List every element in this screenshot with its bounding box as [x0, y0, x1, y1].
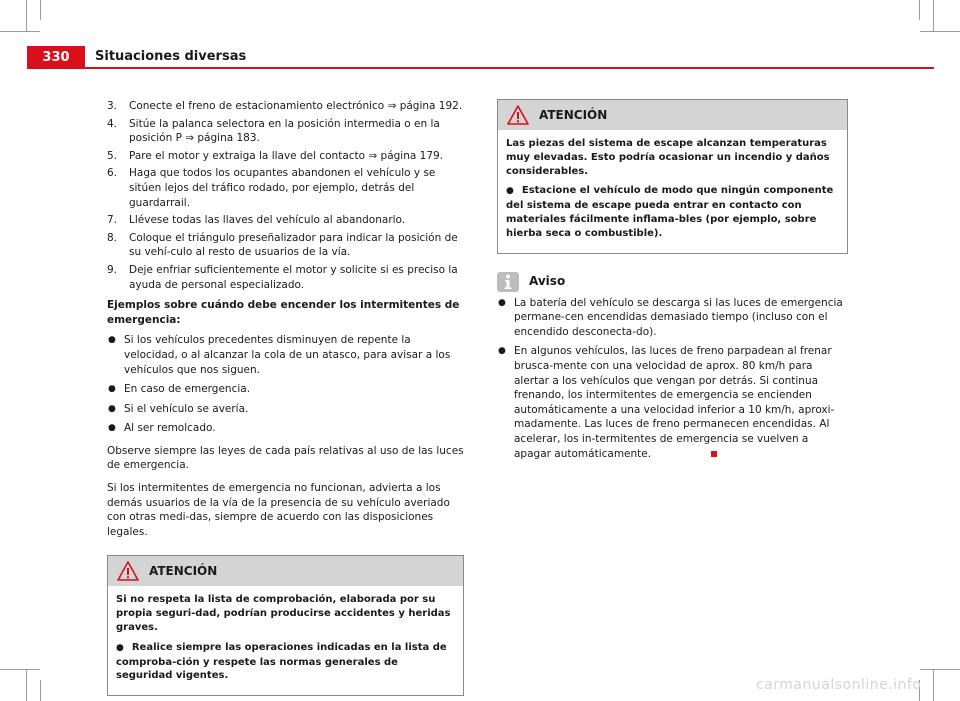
examples-list	[107, 333, 464, 436]
list-item-text: Si los vehículos precedentes disminuyen de repente la velocidad, o al alcanzar la cola de un atasco, para avisar a los vehículos que nos siguen.	[124, 334, 451, 376]
step-number: 8.	[107, 231, 118, 244]
warning-box	[497, 99, 848, 254]
list-item-text: Si el vehículo se avería.	[124, 402, 249, 415]
crop-mark	[933, 670, 934, 701]
crop-mark	[40, 0, 41, 20]
bullet-icon: ●	[108, 335, 116, 346]
bullet-icon: ●	[506, 186, 514, 197]
section-title: Situaciones diversas	[95, 49, 247, 64]
step-number: 6.	[107, 167, 118, 180]
warning-body	[108, 586, 463, 695]
crop-mark	[0, 31, 40, 32]
warning-text: Las piezas del sistema de escape alcanzan temperaturas muy elevadas. Esto podría ocasionar un incendio y daños considerables.	[506, 138, 830, 177]
step-text: Coloque el triángulo preseñalizador para indicar la posición de su vehí-culo al resto de usuarios de la vía.	[129, 231, 458, 259]
bullet-icon: ●	[498, 346, 506, 357]
section-end-icon	[711, 451, 717, 457]
warning-label: ATENCIÓN	[149, 564, 218, 579]
warning-body	[498, 130, 847, 253]
note-header	[497, 272, 848, 292]
crop-mark	[919, 0, 920, 20]
step-item	[107, 149, 464, 164]
crop-mark	[0, 669, 40, 670]
warning-text: Si no respeta la lista de comprobación, elaborada por su propia seguri-dad, podrían producirse accidentes y heridas graves.	[116, 594, 451, 634]
warning-text: Realice siempre las operaciones indicadas en la lista de comproba-ción y respete las normas generales de seguridad vigentes.	[116, 641, 447, 682]
paragraph: Si los intermitentes de emergencia no funcionan, advierta a los demás usuarios de la vía de la presencia de su vehículo averiado con otras medi-das, siempre de acuerdo con las disposiciones legales.	[107, 482, 450, 538]
list-item-text: Al ser remolcado.	[124, 422, 216, 435]
note-label: Aviso	[529, 274, 566, 289]
list-item	[497, 344, 848, 461]
step-text: Haga que todos los ocupantes abandonen el vehículo y se sitúen lejos del tráfico rodado, por ejemplo, detrás del guardarrail.	[129, 167, 436, 209]
step-text: Pare el motor y extraiga la llave del contacto ⇒ página 179.	[129, 149, 444, 162]
bullet-icon: ●	[108, 384, 116, 395]
warning-triangle-icon	[507, 105, 529, 125]
crop-mark	[920, 669, 960, 670]
info-icon	[497, 272, 519, 292]
list-item	[107, 382, 464, 397]
list-item-text: En algunos vehículos, las luces de freno parpadean al frenar brusca-mente con una velocidad de aprox. 80 km/h para alertar a los vehículos que vengan por detrás. Si continua frenando, los intermitentes de emergencia se encienden automáticamente a una velocidad inferior a 10 km/h, aproxi-madamente. Las luces de freno permanecen encendidas. Al acelerar, los in-termitentes de emergencia se vuelven a apagar automáticamente.	[514, 345, 835, 460]
crop-mark	[933, 0, 934, 32]
step-item	[107, 117, 464, 146]
step-text: Sitúe la palanca selectora en la posición intermedia o en la posición P ⇒ página 183.	[129, 117, 440, 145]
bullet-icon: ●	[116, 642, 124, 653]
watermark: carmanualsonline.info	[756, 677, 922, 693]
list-item-text: La batería del vehículo se descarga si las luces de emergencia permane-cen encendidas demasiado tiempo (incluso con el encendido desconecta-do).	[514, 296, 843, 338]
warning-box	[107, 555, 464, 696]
list-item	[107, 333, 464, 377]
crop-mark	[26, 0, 27, 32]
crop-mark	[920, 31, 960, 32]
step-text: Deje enfriar suficientemente el motor y solicite si es preciso la ayuda de personal especializado.	[129, 263, 458, 291]
warning-header	[108, 556, 463, 586]
step-text: Llévese todas las llaves del vehículo al abandonarlo.	[129, 214, 406, 227]
warning-bullet	[116, 641, 455, 683]
step-list	[107, 99, 464, 292]
step-item	[107, 231, 464, 260]
page-number: 330	[27, 46, 85, 68]
step-item	[107, 263, 464, 292]
step-text: Conecte el freno de estacionamiento electrónico ⇒ página 192.	[129, 100, 463, 112]
bullet-icon: ●	[498, 297, 506, 308]
step-number: 5.	[107, 149, 118, 162]
header-rule	[27, 67, 934, 69]
step-number: 3.	[107, 100, 118, 112]
crop-mark	[26, 670, 27, 701]
warning-header	[498, 100, 847, 130]
bullet-icon: ●	[108, 403, 116, 414]
list-item	[107, 402, 464, 417]
step-item	[107, 166, 464, 210]
step-item	[107, 99, 464, 114]
right-column	[497, 99, 848, 469]
warning-text: Estacione el vehículo de modo que ningún componente del sistema de escape pueda entrar en contacto con materiales fácilmente inflama-bles (por ejemplo, sobre hierba seca o combustible).	[506, 185, 834, 239]
step-number: 9.	[107, 263, 118, 276]
list-item-text: En caso de emergencia.	[124, 383, 251, 396]
list-item	[107, 421, 464, 436]
warning-label: ATENCIÓN	[539, 107, 608, 122]
step-number: 7.	[107, 214, 118, 227]
list-item	[497, 296, 848, 340]
crop-mark	[40, 680, 41, 701]
paragraph: Observe siempre las leyes de cada país relativas al uso de las luces de emergencia.	[107, 444, 464, 472]
step-item	[107, 213, 464, 228]
warning-triangle-icon	[117, 561, 139, 581]
examples-heading: Ejemplos sobre cuándo debe encender los intermitentes de emergencia:	[107, 299, 460, 326]
note-list	[497, 296, 848, 462]
bullet-icon: ●	[108, 423, 116, 434]
step-number: 4.	[107, 117, 118, 130]
left-column	[107, 99, 464, 696]
warning-bullet	[506, 184, 839, 240]
